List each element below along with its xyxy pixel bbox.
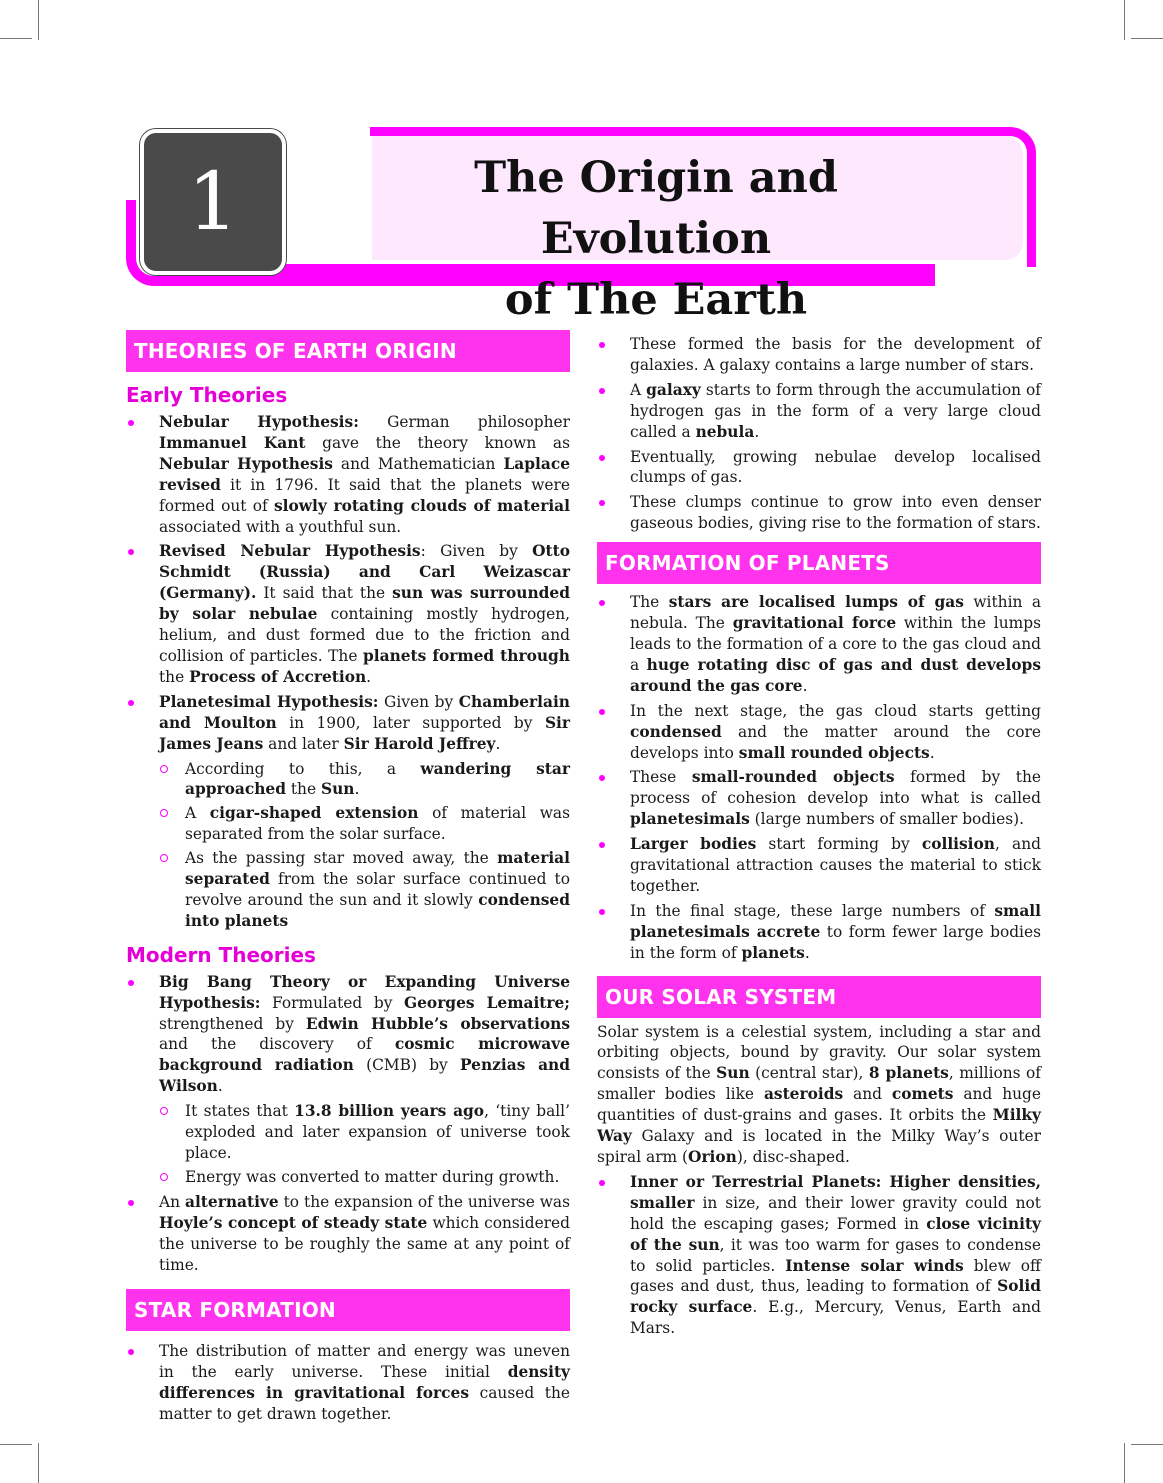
list-item [597,592,1041,697]
text-run: . [495,734,501,753]
sub-list-item [159,759,570,801]
text-run: blew off gases and dust, thus, leading to formation of [630,1256,1041,1296]
text-run: associated with a youthful sun. [159,517,402,536]
crop-mark [1124,0,1125,40]
list-item [126,1341,570,1425]
bold-text: Process of Accretion [189,667,367,686]
text-run: strengthened by [159,1014,306,1033]
bold-text: collision [921,835,995,854]
bold-text: Otto Schmidt (Russia) and Carl Weizascar (Germany). [159,542,571,603]
bold-text: 8 planets [868,1064,949,1083]
bold-text: Solid rocky surface [630,1277,1041,1317]
text-run: In the next stage, the gas cloud starts getting [630,701,1041,720]
chapter-title-line: of The Earth [504,275,808,325]
text-run: It said that the [256,584,393,603]
bold-text: Revised Nebular Hypothesis [159,542,421,561]
text-run: start forming by [756,835,922,854]
text-run: These [630,768,692,787]
bold-text: asteroids [763,1085,844,1104]
text-run: Given by [378,692,459,711]
text-run: A [630,380,647,399]
crop-mark [1131,1444,1163,1445]
text-run: It states that [185,1102,295,1121]
crop-mark [1131,38,1163,39]
text-run: and Mathematician [332,454,504,473]
list-item [126,972,570,1188]
text-run: The [630,593,669,612]
bold-text: 13.8 billion years ago [294,1102,485,1121]
text-run: of material was separated from the solar surface. [185,804,570,844]
crop-mark [0,1444,32,1445]
right-column [597,334,1041,1343]
list-item [597,334,1041,376]
sub-list-item [159,803,570,845]
chapter-number: 1 [187,155,239,248]
text-run: to form fewer large bodies in the form of [630,922,1041,962]
list-item-text [159,693,570,753]
text-run: in 1900, later supported by [276,713,545,732]
text-run: German philosopher [358,413,570,431]
list-item [597,901,1041,964]
bold-text: slowly rotating clouds of material [273,496,570,515]
bold-text: condensed [630,722,722,741]
sub-list-item [159,1167,570,1188]
crop-mark [38,0,39,40]
text-run: (large numbers of smaller bodies). [749,810,1025,829]
text-run: As the passing star moved away, the [185,849,498,868]
bold-text: Planetesimal Hypothesis: [159,692,379,711]
list-item [126,541,570,687]
subsection-heading: Modern Theories [126,942,316,967]
text-run: in size, and their lower gravity could not hold the escaping gases; Formed in [630,1193,1041,1233]
sub-list-item [159,1101,570,1164]
bold-text: condensed into planets [185,890,570,930]
bullet-list [597,592,1041,963]
text-run: In the final stage, these large numbers of [630,901,995,920]
text-run: to the expansion of the universe was [278,1192,570,1211]
text-run: and the discovery of [159,1035,395,1054]
text-run: (central star), [749,1064,869,1083]
bold-text: planets formed through [363,646,570,665]
bold-text: Georges Lemaitre; [404,993,570,1012]
text-run: Galaxy and is located in the Milky Way’s outer spiral arm ( [597,1127,1041,1166]
bold-text: Inner or Terrestrial Planets: Higher densities, smaller [630,1172,1041,1212]
text-run: . E.g., Mercury, Venus, Earth and Mars. [630,1298,1041,1338]
text-run: within the lumps leads to the formation of a core to the gas cloud and a [630,614,1041,674]
text-run: A [185,804,210,823]
crop-mark [38,1443,39,1483]
bold-text: huge rotating disc of gas and dust develops around the gas core [630,655,1041,695]
bold-text: Orion [688,1148,737,1166]
bold-text: small-rounded objects [691,768,895,787]
bold-text: wandering star approached [185,759,570,799]
left-column [126,330,570,1429]
text-run: formed by the process of cohesion develop into what is called [630,768,1041,808]
bold-text: density differences in gravitational forces [159,1363,570,1403]
text-run: The distribution of matter and energy was uneven in the early universe. These initial [159,1342,570,1382]
list-item [597,492,1041,534]
bold-text: galaxy [646,380,701,399]
bold-text: gravitational force [732,614,897,633]
crop-mark [0,38,32,39]
text-run: . [354,780,360,799]
list-item [126,412,570,537]
bullet-list [597,334,1041,534]
text-run: These formed the basis for the development of galaxies. A galaxy contains a large number of stars. [630,335,1041,374]
bold-text: small rounded objects [738,743,930,762]
text-run: and huge quantities of dust-grains and gases. It orbits the [597,1085,1041,1125]
list-item [597,447,1041,489]
text-run: . [754,422,760,441]
list-item [126,692,570,932]
bold-text: planetesimals [630,810,750,829]
bullet-list [126,412,570,932]
text-run: . [217,1077,223,1096]
bold-text: cosmic microwave background radiation [159,1035,571,1075]
bold-text: stars are localised lumps of gas [668,593,964,612]
text-run: ), disc-shaped. [736,1148,850,1166]
text-run: containing mostly hydrogen, helium, and dust formed due to the friction and collision of particles. The [159,605,570,665]
list-item [597,380,1041,443]
sub-bullet-list [159,759,570,932]
text-run: Energy was converted to matter during growth. [185,1167,560,1186]
list-item [126,1192,570,1276]
text-run: . [929,743,935,762]
bold-text: Nebular Hypothesis: [159,413,359,431]
text-run: , ‘tiny ball’ exploded and later expansion of universe took place. [185,1102,570,1162]
section-heading: STAR FORMATION [126,1289,570,1331]
bold-text: Penzias and Wilson [159,1056,571,1096]
list-item [597,701,1041,764]
bold-text: comets [891,1085,954,1104]
bold-text: Laplace revised [159,454,570,494]
text-run: , it was too warm for gases to condense to solid particles. [630,1235,1041,1275]
list-item [597,834,1041,897]
text-run: and later [263,734,344,753]
text-run: According to this, a [185,759,421,778]
section-heading: OUR SOLAR SYSTEM [597,976,1041,1018]
bold-text: sun was surrounded by solar nebulae [159,584,570,624]
bold-text: Sir Harold Jeffrey [343,734,496,753]
bold-text: material separated [185,849,570,889]
bold-text: nebula [695,422,755,441]
bold-text: small planetesimals accrete [630,901,1041,941]
text-run: which considered the universe to be roughly the same at any point of time. [159,1213,570,1274]
bullet-list [126,972,570,1276]
text-run: from the solar surface continued to revolve around the sun and it slowly [185,870,570,909]
text-run: Solar system is a celestial system, including a star and orbiting objects, bound by gravity. Our solar system consists of the [597,1022,1041,1083]
bold-text: cigar-shaped extension [209,804,419,823]
chapter-title [372,148,940,331]
paragraph [597,1022,1041,1168]
text-run: caused the matter to get drawn together. [159,1384,570,1424]
text-run: and the matter around the core develops into [630,722,1041,762]
section-heading: THEORIES OF EARTH ORIGIN [126,330,570,372]
bold-text: Sir James Jeans [159,713,571,753]
list-item-text [159,973,570,1096]
list-item [597,767,1041,830]
text-run: : Given by [420,542,533,561]
chapter-title-line: The Origin and Evolution [474,153,838,264]
text-run: gave the theory known as [305,433,570,452]
bold-text: Big Bang Theory or Expanding Universe Hypothesis: [159,972,570,1012]
bold-text: Hoyle’s concept of steady state [159,1213,428,1232]
bold-text: Nebular Hypothesis [159,454,333,473]
bold-text: Larger bodies [630,835,757,854]
sub-bullet-list [159,1101,570,1188]
text-run: and [843,1085,892,1104]
bold-text: Chamberlain and Moulton [159,692,570,732]
bold-text: Milky Way [597,1106,1041,1146]
chapter-number-box [140,129,286,275]
text-run: it in 1796. It said that the planets were formed out of [159,475,570,515]
text-run: the [285,780,321,799]
text-run: (CMB) by [353,1056,460,1075]
bullet-list [597,1172,1041,1339]
crop-mark [1124,1443,1125,1483]
bullet-list [126,1341,570,1425]
text-run: , and gravitational attraction causes the material to stick together. [630,835,1041,895]
text-run: Formulated by [260,993,404,1012]
sub-list-item [159,848,570,932]
subsection-heading: Early Theories [126,383,288,407]
bold-text: Immanuel Kant [159,433,306,452]
text-run: An [159,1192,185,1211]
text-run: , millions of smaller bodies like [597,1064,1042,1104]
text-run: the [159,667,190,686]
bold-text: alternative [184,1192,279,1211]
bold-text: planets [741,943,805,962]
section-heading: FORMATION OF PLANETS [597,542,1041,584]
text-run: . [804,943,810,962]
bold-text: close vicinity of the sun [630,1214,1041,1254]
bold-text: Edwin Hubble’s observations [305,1014,570,1033]
text-run: within a nebula. The [630,593,1041,633]
bold-text: Sun [320,780,355,799]
bold-text: Intense solar winds [785,1256,964,1275]
text-run: These clumps continue to grow into even denser gaseous bodies, giving rise to the formation of stars. [630,493,1041,533]
text-run: . [802,676,808,695]
text-run: starts to form through the accumulation of hydrogen gas in the form of a very large cloud called a [630,380,1042,441]
bold-text: Sun [716,1064,750,1083]
text-run: Eventually, growing nebulae develop localised clumps of gas. [630,447,1041,487]
list-item [597,1172,1041,1339]
text-run: . [366,667,372,686]
